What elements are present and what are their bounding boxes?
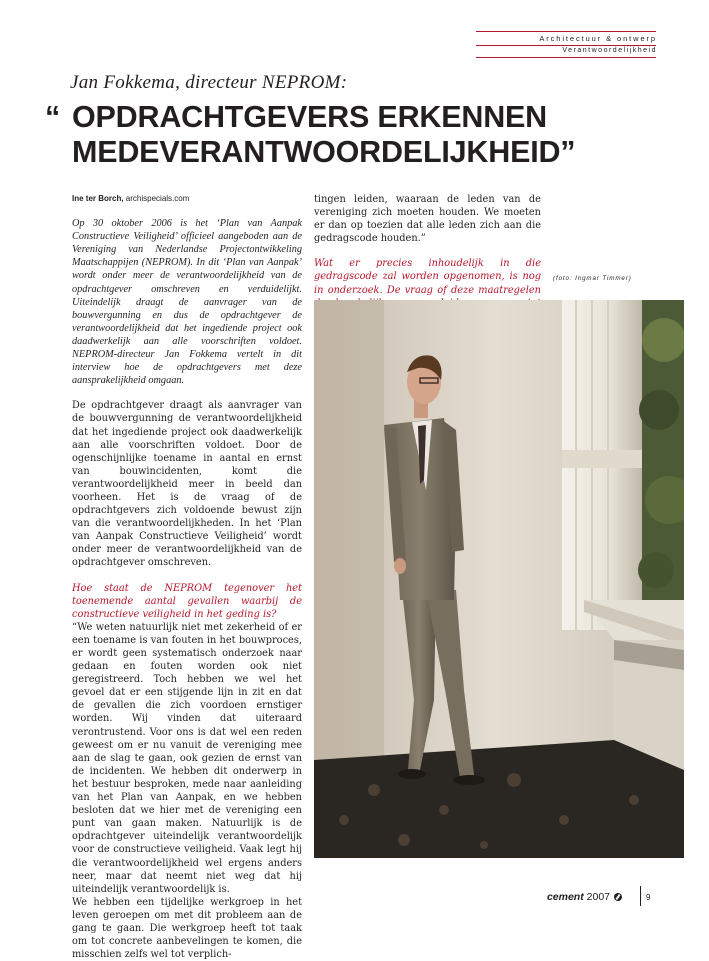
header-rule-bottom [476,57,656,58]
title-line-2: MEDEVERANTWOORDELIJKHEID” [72,135,576,169]
magazine-name: cement [546,891,584,903]
interview-answer-1: “We weten natuurlijk niet met zekerheid of er een toename is van fouten in het bouwproces, er wordt geen systematisch onderzoek naar gedaan en fouten worden ook niet geregistreerd. Toch hebben we wel het gevoel dat er een stijgende lijn in zit en dat de gevallen die zich voordoen ernstiger worden. Wij vinden dat uiteraard verontrustend. Voor ons is dat wel een reden geweest om er nu vanuit de vereniging mee aan de slag te gaan, ook gezien de ernst van de incidenten. We hebben dit onderwerp in het bestuur besproken, mede naar aanleiding van het Plan van Aanpak, en we hebben besloten dat we hier met de vereniging een punt van gaan maken. Natuurlijk is de opdrachtgever uiteindelijk verantwoordelijk voor de constructieve veiligheid. Vaak legt hij die verantwoordelijkheid wel ergens anders neer, maar dat neemt niet weg dat hij uiteindelijk verantwoordelijk is. [72,621,302,895]
title-line-1 [45,100,575,135]
author-name: Ine ter Borch, [72,194,124,203]
portrait-photo [314,300,684,858]
byline [72,192,302,205]
title-line-1-text: OPDRACHTGEVERS ERKENNEN [72,100,547,134]
article-lead: Op 30 oktober 2006 is het ‘Plan van Aanpak Constructieve Veiligheid’ officieel aangeboden aan de Vereniging van Nederlandse Projectontwikkeling Maatschappijen (NEPROM). In dit ‘Plan van Aanpak’ wordt onder meer de verantwoordelijkheid van de opdrachtgever omschreven en verduidelijkt. Uiteindelijk draagt de aanvrager van de bouwvergunning en dus de opdrachtgever de verantwoordelijkheid dat het ingediende project ook daadwerkelijk aan alle voorschriften voldoet. NEPROM-directeur Jan Fokkema vertelt in dit interview hoe de opdrachtgevers met deze aansprakelijkheid omgaan. [72,218,302,387]
cement-logo-icon [614,893,622,901]
article-title [45,100,575,170]
photo-credit: (foto: Ingmar Timmer) [553,275,632,282]
body-paragraph-1: De opdrachtgever draagt als aanvrager van de bouwvergunning de verantwoordelijkheid dat het ingediende project ook daadwerkelijk aan alle voorschriften voldoet. Door de ogenschijnlijke toename in aantal en ernst van bouwincidenten, komt die verantwoordelijkheid meer in beeld dan voorheen. Het is de vraag of de opdrachtgevers zich voldoende bewust zijn van die verantwoordelijkheden. In het ‘Plan van Aanpak Constructieve Veiligheid’ wordt onder meer de verantwoordelijkheid van de opdrachtgever omschreven. [72,400,302,569]
article-column-left [72,192,302,961]
interview-question-1: Hoe staat de NEPROM tegenover het toenemende aantal gevallen waarbij de constructieve veiligheid in het geding is? [72,582,302,620]
author-source: archispecials.com [123,194,190,203]
magazine-year: 2007 [583,891,610,903]
footer-divider [640,886,641,906]
footer-magazine [547,891,627,903]
subsection-label: Verantwoordelijkheid [562,47,657,54]
header-rule-middle [476,45,656,46]
body-continuation: tingen leiden, waaraan de leden van de vereniging zich moeten houden. We moeten er dan op toezien dat alle leden zich aan die gedragscode houden.” [314,194,541,245]
interview-answer-2: We hebben een tijdelijke werkgroep in het leven geroepen om met dit probleem aan de gang te gaan. Die werkgroep heeft tot taak om tot concrete aanbevelingen te komen, die misschien zelfs wel tot verplich- [72,896,302,961]
interview-question-2: Wat er precies inhoudelijk in die gedragscode zal worden opgenomen, is nog in onderzoek. De vraag of deze maatregelen [314,258,541,296]
section-label: Architectuur & ontwerp [539,34,657,43]
article-kicker: Jan Fokkema, directeur NEPROM: [70,72,348,93]
page-number: 9 [646,893,651,902]
portrait-photo-illustration [314,300,684,858]
header-rule-top [476,31,656,32]
title-open-quote: “ [45,100,61,134]
